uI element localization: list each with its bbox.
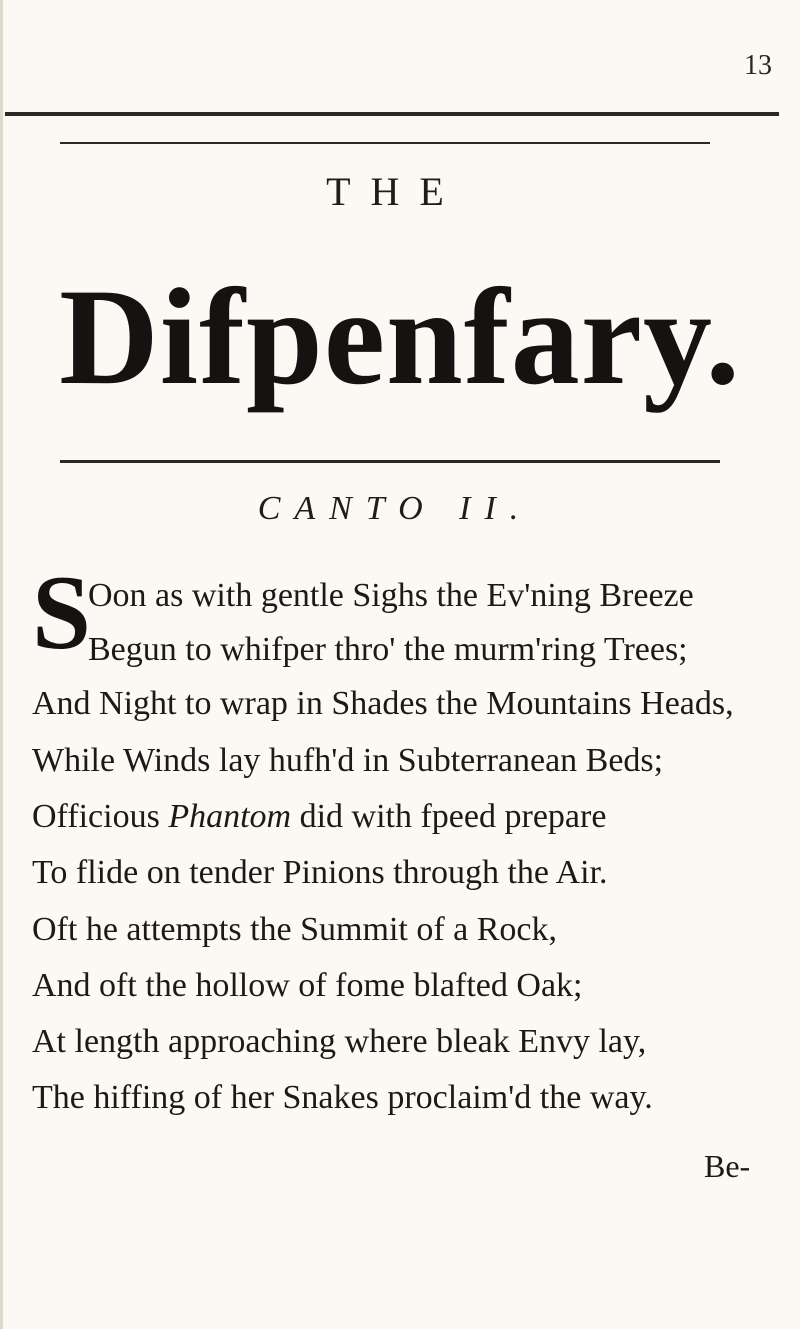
page-number: 13	[744, 50, 772, 81]
verse-line: Begun to whifper thro' the murm'ring Trees;	[88, 631, 688, 668]
verse-line: To flide on tender Pinions through the Air.	[32, 854, 608, 891]
page-title: Difpenfary.	[59, 260, 741, 413]
catchword: Be-	[704, 1148, 751, 1184]
verse-italic-word: Phantom	[168, 798, 292, 835]
verse-line: Oon as with gentle Sighs the Ev'ning Breeze	[88, 577, 694, 614]
drop-cap: S	[32, 554, 91, 671]
verse-text: Officious	[32, 798, 160, 835]
top-rule-thin	[60, 142, 710, 144]
verse-line: And oft the hollow of fome blafted Oak;	[32, 967, 583, 1004]
verse-line	[32, 797, 606, 837]
verse-line: Oft he attempts the Summit of a Rock,	[32, 911, 558, 948]
title-rule	[60, 460, 720, 463]
verse-text: did with fpeed prepare	[299, 798, 607, 835]
verse-line: And Night to wrap in Shades the Mountains Heads,	[32, 685, 734, 722]
verse-line: While Winds lay hufh'd in Subterranean Beds;	[32, 742, 664, 779]
verse-line: At length approaching where bleak Envy lay,	[32, 1023, 647, 1060]
heading-the: THE	[326, 169, 464, 214]
canto-heading: CANTO II.	[257, 490, 533, 527]
top-rule	[5, 112, 779, 116]
verse-line: The hiffing of her Snakes proclaim'd the way.	[32, 1079, 653, 1116]
